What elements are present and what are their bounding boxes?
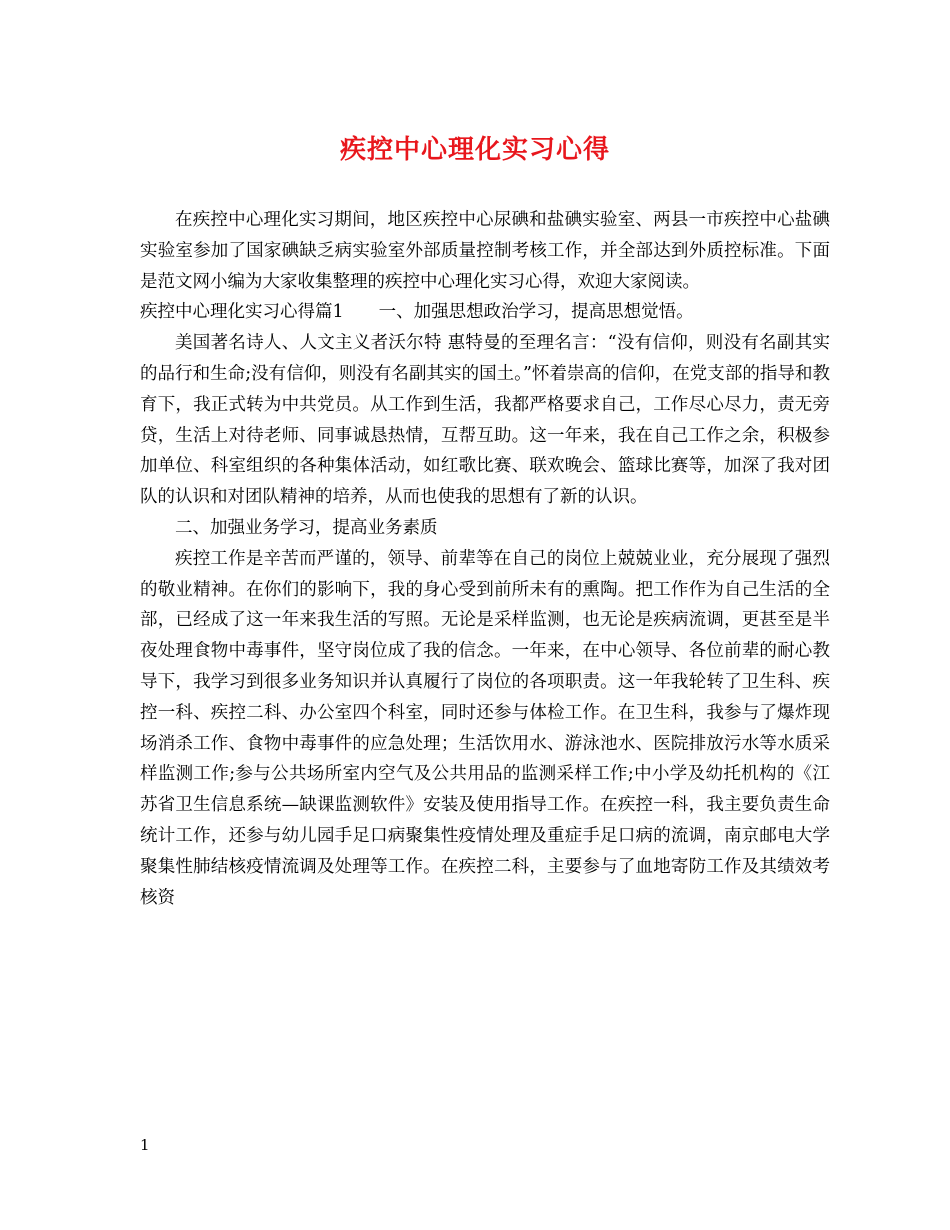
body-paragraph-2: 疾控工作是辛苦而严谨的，领导、前辈等在自己的岗位上兢兢业业，充分展现了强烈的敬业精神。在你们的影响下，我的身心受到前所未有的熏陶。把工作作为自己生活的全部，已经成了这一年来我生活的写照。无论是采样监测，也无论是疾病流调，更甚至是半夜处理食物中毒事件，坚守岗位成了我的信念。一年来，在中心领导、各位前辈的耐心教导下，我学习到很多业务知识并认真履行了岗位的各项职责。这一年我轮转了卫生科、疾控一科、疾控二科、办公室四个科室，同时还参与体检工作。在卫生科，我参与了爆炸现场消杀工作、食物中毒事件的应急处理；生活饮用水、游泳池水、医院排放污水等水质采样监测工作;参与公共场所室内空气及公共用品的监测采样工作;中小学及幼托机构的《江苏省卫生信息系统—缺课监测软件》安装及使用指导工作。在疾控一科，我主要负责生命统计工作，还参与幼儿园手足口病聚集性疫情处理及重症手足口病的流调，南京邮电大学聚集性肺结核疫情流调及处理等工作。在疾控二科，主要参与了血地寄防工作及其绩效考核资 xyxy=(140,548,830,908)
document-body xyxy=(140,205,830,913)
page-number: 1 xyxy=(140,1136,150,1154)
body-paragraph-1: 美国著名诗人、人文主义者沃尔特 惠特曼的至理名言：“没有信仰，则没有名副其实的品行和生命;没有信仰，则没有名副其实的国土。”怀着崇高的信仰，在党支部的指导和教育下，我正式转为中共党员。从工作到生活，我都严格要求自己，工作尽心尽力，责无旁贷，生活上对待老师、同事诚恳热情，互帮互助。这一年来，我在自己工作之余，积极参加单位、科室组织的各种集体活动，如红歌比赛、联欢晚会、篮球比赛等，加深了我对团队的认识和对团队精神的培养，从而也使我的思想有了新的认识。 xyxy=(140,333,830,508)
document-title: 疾控中心理化实习心得 xyxy=(339,135,610,165)
section-heading-2: 二、加强业务学习，提高业务素质 xyxy=(175,517,438,538)
section-heading-1: 疾控中心理化实习心得篇1 一、加强思想政治学习，提高思想觉悟。 xyxy=(140,302,694,323)
intro-paragraph: 在疾控中心理化实习期间，地区疾控中心尿碘和盐碘实验室、两县一市疾控中心盐碘实验室参加了国家碘缺乏病实验室外部质量控制考核工作，并全部达到外质控标准。下面是范文网小编为大家收集整理的疾控中心理化实习心得，欢迎大家阅读。 xyxy=(140,210,830,292)
